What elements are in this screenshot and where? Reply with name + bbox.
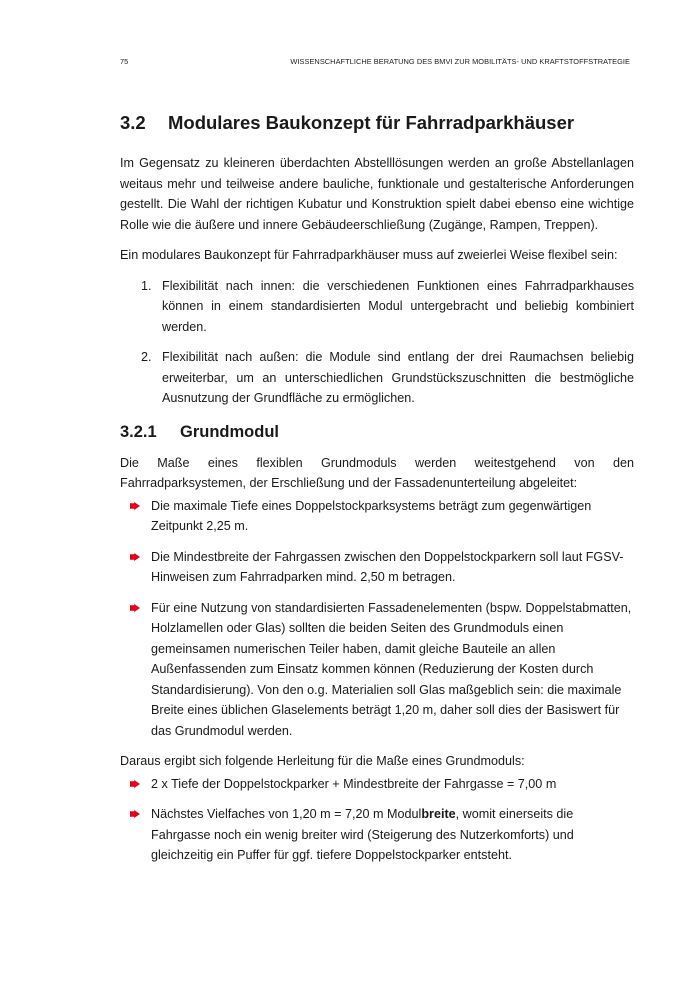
list-item [130,496,634,537]
flexibility-list [120,276,634,409]
subsection-intro-paragraph: Die Maße eines flexiblen Grundmoduls werden weitestgehend von den Fahrradparksystemen, der Erschließung und der Fassadenunterteilung abgeleitet: [120,455,634,490]
section-title: Modulares Baukonzept für Fahrradparkhäuser [168,112,575,133]
list-item-text: Für eine Nutzung von standardisierten Fassadenelementen (bspw. Doppelstabmatten, Holzlamellen oder Glas) sollten die beiden Seiten des Grundmoduls einen gemeinsamen numerischen Teiler haben, damit gleiche Bauteile an allen Außenfassenden zum Einsatz kommen können (Reduzierung der Kosten durch Standardisierung). Von den o.g. Materialien soll Glas maßgeblich sein: die maximale Breite eines üblichen Glaselements beträgt 1,20 m, daher soll dies der Basiswert für das Grundmodul werden. [151,600,632,738]
list-item-text: 2 x Tiefe der Doppelstockparker + Mindestbreite der Fahrgasse = 7,00 m [151,776,557,791]
list-item [130,774,634,795]
list-item [141,347,634,409]
page-number: 75 [120,57,129,66]
subsection-title: Grundmodul [180,422,279,441]
red-arrow-bullet-icon [130,547,151,588]
list-item-text: Die maximale Tiefe eines Doppelstockparksystems beträgt zum gegenwärtigen Zeitpunkt 2,25 m. [151,498,592,533]
page-header [120,57,630,66]
list-item-number: 2. [141,350,152,364]
list-item [130,547,634,588]
requirements-list [120,496,634,742]
derivation-lead-paragraph: Daraus ergibt sich folgende Herleitung für die Maße eines Grundmoduls: [120,754,525,768]
red-arrow-bullet-icon [130,774,151,795]
page-content [120,111,634,876]
list-item-text [151,804,634,866]
list-item-text: Flexibilität nach außen: die Module sind entlang der drei Raumachsen beliebig erweiterbar, um an unterschiedlichen Grundstückszuschnitten die bestmögliche Ausnutzung der Grundfläche zu ermöglichen. [162,350,634,405]
subsection-number: 3.2.1 [120,422,157,441]
subsection-heading [120,421,634,443]
list-item [130,598,634,742]
list-item [130,804,634,866]
derivation-list [120,774,634,866]
section-heading [120,111,634,135]
list-item-text-bold: breite [421,807,456,821]
list-item-text-start: Nächstes Vielfaches von 1,20 m = 7,20 m Modul [151,807,422,821]
list-item [141,276,634,338]
list-item-text: Die Mindestbreite der Fahrgassen zwischen den Doppelstockparkern soll laut FGSV-Hinweisen zum Fahrradparken mind. 2,50 m betragen. [151,549,624,584]
section-intro-paragraph: Im Gegensatz zu kleineren überdachten Abstelllösungen werden an große Abstellanlagen weitaus mehr und teilweise andere bauliche, funktionale und gestalterische Anforderungen gestellt. Die Wahl der richtigen Kubatur und Konstruktion spielt dabei ebenso eine wichtige Rolle wie die äußere und innere Gebäudeerschließung (Zugänge, Rampen, Treppen). [120,156,634,232]
red-arrow-bullet-icon [130,496,151,537]
list-item-number: 1. [141,278,152,293]
section-number: 3.2 [120,112,146,133]
list-item-text-end: , womit einerseits die Fahrgasse noch ein wenig breiter wird (Steigerung des Nutzerkomforts) und gleichzeitig ein Puffer für ggf. tiefere Doppelstockparker entsteht. [151,807,574,862]
running-title: WISSENSCHAFTLICHE BERATUNG DES BMVI ZUR MOBILITÄTS- UND KRAFTSTOFFSTRATEGIE [290,57,630,66]
list-item-text: Flexibilität nach innen: die verschiedenen Funktionen eines Fahrradparkhauses können in einem standardisierten Modul untergebracht und beliebig kombiniert werden. [162,278,634,334]
section-lead-paragraph: Ein modulares Baukonzept für Fahrradparkhäuser muss auf zweierlei Weise flexibel sein: [120,248,618,262]
red-arrow-bullet-icon [130,598,151,742]
red-arrow-bullet-icon [130,804,151,866]
